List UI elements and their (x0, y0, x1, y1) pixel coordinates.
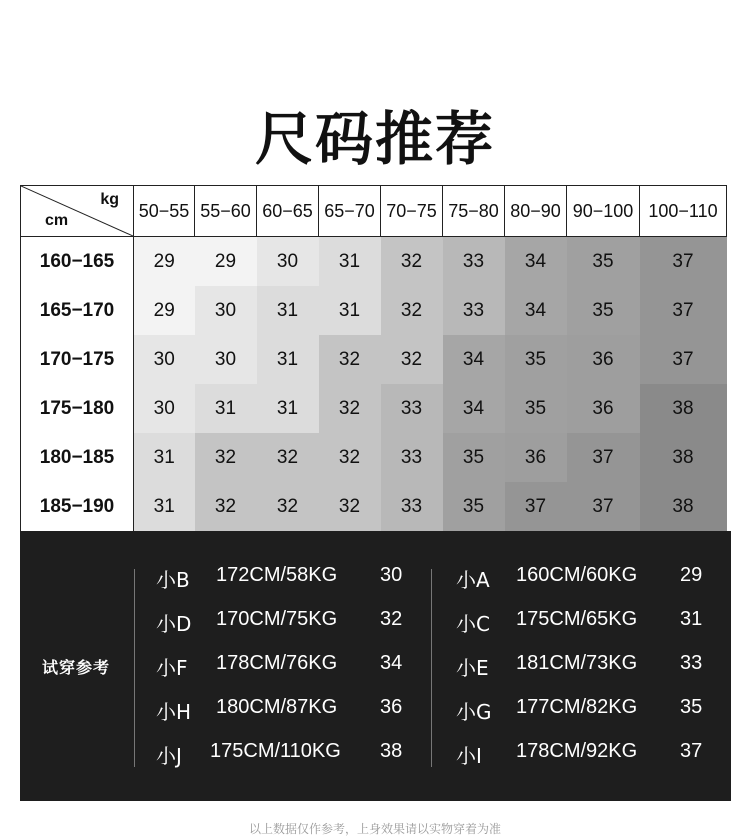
fitting-name: 小G (456, 700, 492, 724)
size-cell: 36 (567, 384, 640, 433)
size-cell: 32 (319, 384, 381, 433)
weight-unit-label: kg (100, 191, 119, 208)
size-cell: 32 (257, 482, 319, 532)
size-cell: 37 (567, 433, 640, 482)
fitting-measure: 178CM/92KG (516, 740, 638, 762)
fitting-size: 29 (680, 564, 703, 586)
weight-header: 55−60 (195, 186, 257, 237)
fitting-name: 小I (456, 744, 482, 768)
size-cell: 33 (443, 286, 505, 335)
size-cell: 29 (134, 286, 195, 335)
size-cell: 30 (134, 335, 195, 384)
size-cell: 35 (443, 433, 505, 482)
size-cell: 32 (195, 482, 257, 532)
size-cell: 31 (257, 286, 319, 335)
weight-header: 100−110 (640, 186, 727, 237)
size-cell: 35 (567, 286, 640, 335)
size-cell: 32 (195, 433, 257, 482)
height-range-label: 180−185 (21, 433, 134, 482)
table-row (21, 482, 727, 532)
size-cell: 33 (443, 237, 505, 287)
fitting-size: 36 (380, 696, 403, 718)
size-cell: 34 (505, 286, 567, 335)
page-title: 尺码推荐 (254, 105, 495, 173)
fitting-measure: 160CM/60KG (516, 564, 638, 586)
divider (431, 569, 432, 767)
size-cell: 34 (443, 384, 505, 433)
table-row (21, 237, 727, 287)
fitting-name: 小C (456, 612, 490, 636)
fitting-measure: 175CM/110KG (210, 740, 341, 762)
fitting-measure: 175CM/65KG (516, 608, 638, 630)
fitting-size: 33 (680, 652, 703, 674)
size-cell: 30 (257, 237, 319, 287)
weight-header: 90−100 (567, 186, 640, 237)
fitting-size: 34 (380, 652, 403, 674)
size-cell: 36 (505, 433, 567, 482)
size-cell: 35 (505, 335, 567, 384)
fitting-size: 32 (380, 608, 403, 630)
fitting-measure: 178CM/76KG (216, 652, 338, 674)
fitting-size: 38 (380, 740, 403, 762)
size-cell: 38 (640, 433, 727, 482)
size-cell: 35 (567, 237, 640, 287)
size-cell: 32 (381, 335, 443, 384)
fitting-name: 小D (156, 612, 192, 636)
fitting-name: 小A (456, 568, 490, 592)
size-cell: 32 (319, 482, 381, 532)
size-cell: 31 (257, 384, 319, 433)
size-cell: 32 (319, 433, 381, 482)
weight-header: 60−65 (257, 186, 319, 237)
size-cell: 30 (134, 384, 195, 433)
height-range-label: 160−165 (21, 237, 134, 287)
table-row (21, 433, 727, 482)
corner-cell (21, 186, 134, 237)
fitting-name: 小J (156, 744, 182, 768)
disclaimer-note: 以上数据仅作参考，上身效果请以实物穿着为准 (248, 822, 501, 836)
fitting-size: 37 (680, 740, 703, 762)
size-cell: 31 (319, 237, 381, 287)
size-cell: 37 (505, 482, 567, 532)
size-cell: 37 (640, 335, 727, 384)
size-cell: 32 (381, 237, 443, 287)
table-row (21, 384, 727, 433)
size-cell: 34 (505, 237, 567, 287)
size-cell: 34 (443, 335, 505, 384)
table-header-row (21, 186, 727, 237)
fitting-size: 35 (680, 696, 703, 718)
size-cell: 31 (134, 482, 195, 532)
size-cell: 33 (381, 482, 443, 532)
fitting-reference-label: 试穿参考 (42, 658, 111, 677)
size-cell: 31 (195, 384, 257, 433)
size-table (20, 185, 727, 532)
size-cell: 33 (381, 384, 443, 433)
fitting-name: 小E (456, 656, 489, 680)
fitting-name: 小F (156, 656, 188, 680)
size-cell: 38 (640, 482, 727, 532)
weight-header: 80−90 (505, 186, 567, 237)
height-range-label: 175−180 (21, 384, 134, 433)
table-row (21, 286, 727, 335)
size-cell: 37 (640, 237, 727, 287)
table-row (21, 335, 727, 384)
weight-header: 65−70 (319, 186, 381, 237)
height-range-label: 170−175 (21, 335, 134, 384)
size-cell: 35 (443, 482, 505, 532)
weight-header: 70−75 (381, 186, 443, 237)
fitting-measure: 177CM/82KG (516, 696, 638, 718)
size-cell: 30 (195, 286, 257, 335)
fitting-reference-panel (20, 531, 731, 801)
fitting-measure: 170CM/75KG (216, 608, 338, 630)
fitting-size: 31 (680, 608, 703, 630)
height-range-label: 165−170 (21, 286, 134, 335)
size-cell: 35 (505, 384, 567, 433)
height-range-label: 185−190 (21, 482, 134, 532)
size-cell: 31 (257, 335, 319, 384)
fitting-name: 小B (156, 568, 190, 592)
size-cell: 33 (381, 433, 443, 482)
fitting-measure: 172CM/58KG (216, 564, 338, 586)
size-cell: 29 (195, 237, 257, 287)
fitting-measure: 180CM/87KG (216, 696, 338, 718)
size-cell: 38 (640, 384, 727, 433)
size-cell: 36 (567, 335, 640, 384)
size-cell: 31 (134, 433, 195, 482)
fitting-name: 小H (156, 700, 192, 724)
weight-header: 50−55 (134, 186, 195, 237)
size-cell: 37 (640, 286, 727, 335)
weight-header: 75−80 (443, 186, 505, 237)
size-cell: 32 (257, 433, 319, 482)
fitting-size: 30 (380, 564, 403, 586)
size-cell: 29 (134, 237, 195, 287)
size-cell: 32 (319, 335, 381, 384)
size-cell: 32 (381, 286, 443, 335)
size-cell: 30 (195, 335, 257, 384)
size-cell: 37 (567, 482, 640, 532)
divider (134, 569, 135, 767)
fitting-measure: 181CM/73KG (516, 652, 638, 674)
height-unit-label: cm (45, 212, 69, 229)
size-cell: 31 (319, 286, 381, 335)
